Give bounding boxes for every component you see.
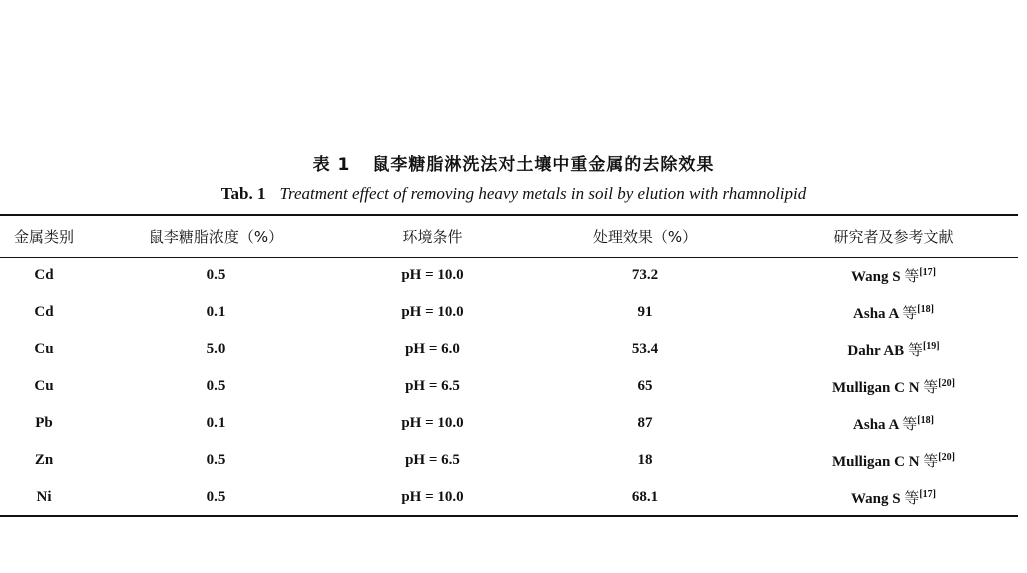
reference-citation: [18]	[917, 304, 934, 315]
cell-author	[769, 294, 1018, 331]
table-row	[0, 331, 1018, 368]
author-etal: 等	[923, 452, 939, 470]
cell-effect: 53.4	[631, 341, 659, 357]
cell-author	[769, 405, 1018, 442]
cell-concentration: 0.5	[88, 479, 344, 516]
cell-metal: Cu	[34, 378, 54, 394]
table-header-row	[0, 215, 1018, 257]
cell-metal: Zn	[34, 452, 54, 468]
cell-author	[769, 479, 1018, 516]
table-number-chinese: 表 1	[312, 155, 351, 175]
cell-condition: pH = 6.5	[405, 452, 460, 468]
cell-condition: pH = 10.0	[401, 415, 464, 431]
header-concentration: 鼠李糖脂浓度（%）	[88, 215, 344, 257]
cell-metal: Ni	[0, 479, 88, 516]
table-row	[0, 479, 1018, 516]
table-row	[0, 294, 1018, 331]
cell-author	[769, 368, 1018, 405]
cell-effect: 91	[637, 304, 653, 320]
reference-citation: [18]	[917, 415, 934, 426]
header-metal-type: 金属类别	[0, 215, 88, 257]
cell-condition: pH = 6.5	[405, 378, 460, 394]
cell-effect: 65	[637, 378, 653, 394]
table-row	[0, 257, 1018, 294]
cell-author	[769, 442, 1018, 479]
cell-author	[769, 331, 1018, 368]
author-name: Asha A	[853, 306, 899, 322]
header-author-reference: 研究者及参考文献	[769, 215, 1018, 257]
cell-effect: 87	[637, 415, 653, 431]
reference-citation: [20]	[938, 452, 955, 463]
cell-concentration: 0.5	[206, 267, 226, 284]
cell-metal: Cu	[34, 341, 54, 357]
cell-concentration: 5.0	[206, 341, 226, 357]
cell-condition: pH = 6.0	[405, 341, 460, 357]
cell-effect: 68.1	[521, 479, 769, 516]
cell-metal: Cd	[34, 267, 54, 284]
author-name: Mulligan C N	[832, 454, 920, 470]
table-row	[0, 368, 1018, 405]
author-etal: 等	[907, 341, 923, 359]
results-table	[0, 214, 1018, 517]
table-number-english: Tab. 1	[220, 184, 266, 203]
cell-effect: 73.2	[631, 267, 659, 284]
header-condition: 环境条件	[344, 215, 521, 257]
reference-citation: [19]	[922, 341, 940, 352]
table-row	[0, 442, 1018, 479]
cell-condition: pH = 10.0	[401, 304, 464, 320]
cell-concentration: 0.5	[206, 452, 226, 468]
author-etal: 等	[904, 267, 920, 286]
cell-concentration: 0.5	[206, 378, 226, 394]
cell-effect: 18	[637, 452, 653, 468]
author-name: Wang S	[850, 269, 901, 286]
cell-concentration: 0.1	[206, 304, 226, 320]
author-name: Mulligan C N	[832, 380, 920, 396]
author-name: Asha A	[853, 417, 899, 433]
author-etal: 等	[902, 304, 918, 322]
cell-condition: pH = 10.0	[401, 267, 464, 284]
table-caption-chinese	[0, 150, 1027, 175]
header-effect: 处理效果（%）	[521, 215, 769, 257]
table-caption-english	[0, 184, 1027, 204]
author-name: Dahr AB	[847, 343, 905, 359]
cell-condition: pH = 10.0	[344, 479, 521, 516]
reference-citation: [17]	[919, 488, 937, 500]
author-name: Wang S	[850, 490, 901, 507]
table-title-english: Treatment effect of removing heavy metals in soil by elution with rhamnolipid	[279, 184, 807, 203]
cell-metal: Cd	[34, 304, 54, 320]
author-etal: 等	[902, 415, 918, 433]
cell-concentration: 0.1	[206, 415, 226, 431]
author-etal: 等	[923, 378, 939, 396]
table-row	[0, 405, 1018, 442]
table-title-chinese: 鼠李糖脂淋洗法对土壤中重金属的去除效果	[372, 155, 715, 175]
author-etal: 等	[904, 488, 920, 507]
cell-author	[769, 257, 1018, 294]
cell-metal: Pb	[35, 415, 53, 431]
reference-citation: [17]	[919, 267, 937, 279]
reference-citation: [20]	[938, 378, 955, 389]
